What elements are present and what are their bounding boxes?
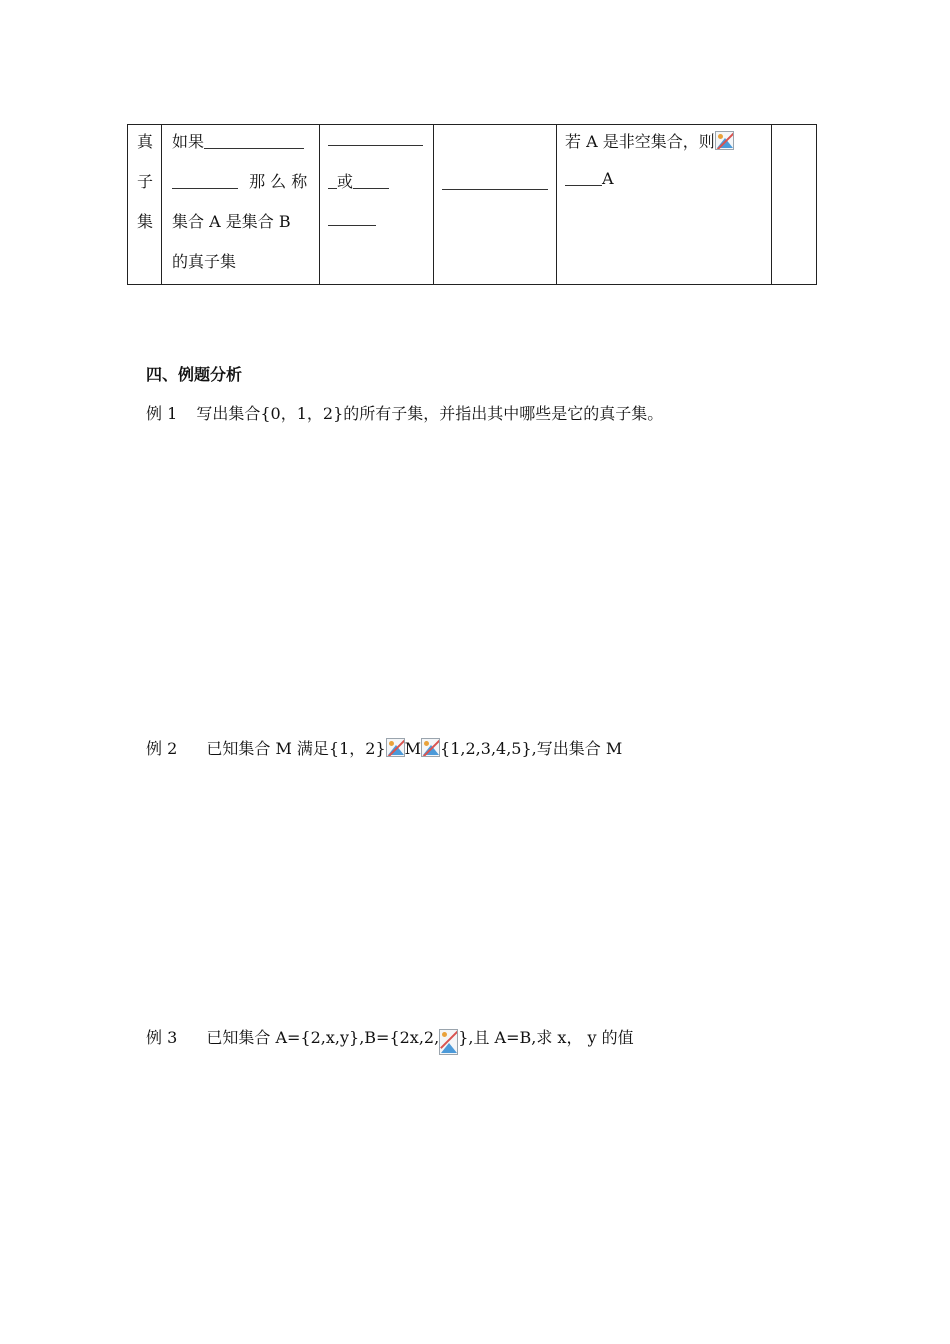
fill-blank[interactable] — [204, 147, 304, 149]
property-text: A — [602, 169, 614, 188]
symbol-cell — [320, 125, 434, 285]
definition-text: 如果 — [172, 132, 205, 151]
property-cell — [557, 125, 772, 285]
fill-blank[interactable] — [172, 187, 238, 189]
definition-cell — [162, 125, 320, 285]
fill-blank[interactable] — [328, 187, 337, 189]
empty-cell — [772, 125, 817, 285]
fill-blank[interactable] — [353, 187, 389, 189]
broken-image-icon — [386, 738, 405, 757]
broken-image-icon — [421, 738, 440, 757]
definition-table — [127, 124, 817, 285]
fill-blank[interactable] — [328, 144, 423, 146]
diagram-cell — [434, 125, 557, 285]
definition-text: 的真子集 — [172, 252, 237, 271]
example-text: 已知集合 M 满足{1，2} — [206, 739, 386, 758]
example-text: M — [404, 739, 422, 758]
fill-blank[interactable] — [565, 184, 602, 186]
example-2 — [146, 736, 622, 759]
section-title: 四、例题分析 — [146, 365, 243, 384]
definition-text: 集合 A 是集合 B — [172, 212, 291, 231]
example-text: {1,2,3,4,5},写出集合 M — [440, 739, 623, 758]
example-1 — [146, 401, 663, 424]
term-cell — [128, 125, 162, 285]
example-text: 已知集合 A={2,x,y},B={2x,2, — [206, 1028, 440, 1047]
example-label: 例 2 — [146, 739, 178, 758]
broken-image-icon — [715, 131, 734, 150]
example-3 — [146, 1025, 634, 1055]
example-text: },且 A=B,求 x， y 的值 — [458, 1028, 634, 1047]
broken-image-icon — [439, 1029, 458, 1055]
definition-text: 那 么 称 — [249, 172, 308, 191]
example-text: 写出集合{0，1，2}的所有子集，并指出其中哪些是它的真子集。 — [196, 404, 664, 423]
symbol-text: 或 — [337, 172, 354, 191]
example-label: 例 3 — [146, 1028, 178, 1047]
term-char: 子 — [137, 172, 154, 191]
property-text: 若 A 是非空集合，则 — [565, 132, 715, 151]
term-char: 真 — [137, 132, 154, 151]
fill-blank[interactable] — [328, 224, 376, 226]
term-char: 集 — [137, 212, 154, 231]
example-label: 例 1 — [146, 404, 178, 423]
fill-blank[interactable] — [442, 188, 548, 190]
